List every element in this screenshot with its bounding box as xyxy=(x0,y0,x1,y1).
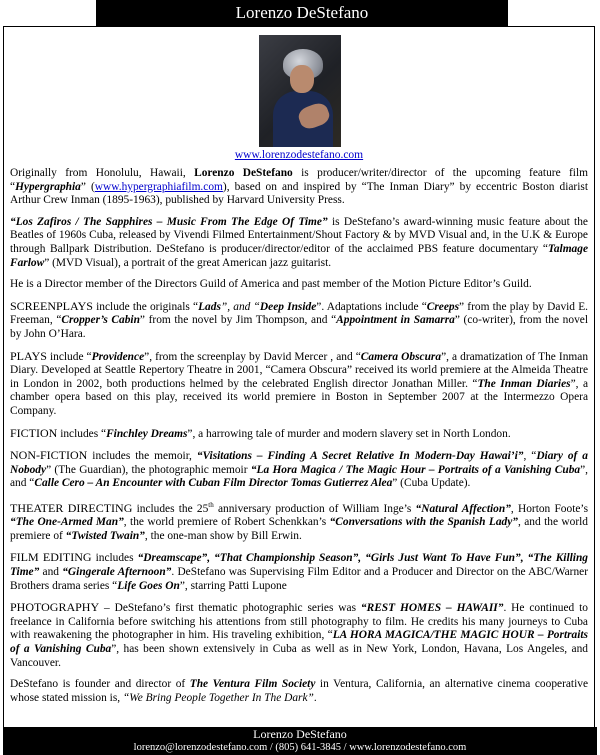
hypergraphia-link[interactable]: www.hypergraphiafilm.com xyxy=(94,180,223,193)
website-link[interactable]: www.lorenzodestefano.com xyxy=(234,149,364,161)
bio-page xyxy=(3,0,597,755)
footer xyxy=(3,727,597,755)
portrait-photo xyxy=(259,35,341,147)
bio-photography: PHOTOGRAPHY – DeStefano’s first thematic photographic series was “REST HOMES – HAWAII”. He continued to freelance in California before switching his attentions from still photography to film. He credits his many journeys to Cuba with reawakening the photographer in him. His traveling exhibition, “LA HORA MAGICA/THE MAGIC HOUR – Portraits of a Vanishing Cuba”, has been shown extensively in Cuba as well as in New York, London, Havana, Los Angeles, and Vancouver. xyxy=(10,600,588,669)
footer-contact: lorenzo@lorenzodestefano.com / (805) 641-3845 / www.lorenzodestefano.com xyxy=(133,742,467,753)
bio-theater: THEATER DIRECTING includes the 25th anniversary production of William Inge’s “Natural Affection”, Horton Foote’s “The One-Armed Man”, the world premiere of Robert Schenkkan’s “Conversations with the Spanish Lady”, and the world premiere of “Twisted Twain”, the one-man show by Bill Erwin. xyxy=(10,500,589,542)
bio-zafiros: “Los Zafiros / The Sapphires – Music From The Edge Of Time” is DeStefano’s award-winning music feature about the Beatles of 1960s Cuba, released by Vivendi Filmed Entertainment/Shout Factory & by MVD Visual and, in the U.K & Europe through Ballpark Distribution. DeStefano is producer/director/editor of the acclaimed PBS feature documentary “Talmage Farlow” (MVD Visual), a portrait of the great American jazz guitarist. xyxy=(10,215,588,269)
bio-guild: He is a Director member of the Directors Guild of America and past member of the Motion Picture Editor’s Guild. xyxy=(10,278,532,291)
bio-film-editing: FILM EDITING includes “Dreamscape”, “That Championship Season”, “Girls Just Want To Have Fun”, “The Killing Time” and “Gingerale Afternoon”. DeStefano was Supervising Film Editor and a Producer and Director on the ABC/Warner Brothers drama series “Life Goes On”, starring Patti Lupone xyxy=(10,550,588,592)
bio-intro: Originally from Honolulu, Hawaii, Lorenzo DeStefano is producer/writer/director of the upcoming feature film “Hypergraphia” (www.hypergraphiafilm.com), based on and inspired by “The Inman Diary” by eccentric Boston diarist Arthur Crew Inman (1895-1963), published by Harvard University Press. xyxy=(10,167,588,207)
bio-fiction: FICTION includes “Finchley Dreams”, a harrowing tale of murder and modern slavery set in North London. xyxy=(10,425,511,440)
bio-nonfiction: NON-FICTION includes the memoir, “Visitations – Finding A Secret Relative In Modern-Day Hawai’i”, “Diary of a Nobody” (The Guardian), the photographic memoir “La Hora Magica / The Magic Hour – Portraits of a Vanishing Cuba”, and “Calle Cero – An Encounter with Cuban Film Director Tomas Gutierrez Alea” (Cuba Update). xyxy=(10,448,588,490)
bio-text xyxy=(10,167,588,713)
bio-plays: PLAYS include “Providence”, from the screenplay by David Mercer , and “Camera Obscura”, a dramatization of The Inman Diary. Developed at Seattle Repertory Theatre in 2001, “Camera Obscura” received its world premiere at the Almeida Theatre in London in 2002, both productions helmed by the celebrated English director Jonathan Miller. “The Inman Diaries”, a chamber opera based on this play, received its world premiere in Boston in September 2007 at the Intermezzo Opera Company. xyxy=(10,348,589,417)
footer-name: Lorenzo DeStefano xyxy=(253,727,347,741)
bio-frame xyxy=(3,26,595,728)
page-title: Lorenzo DeStefano xyxy=(96,0,508,26)
bio-film-society: DeStefano is founder and director of The Ventura Film Society in Ventura, California, an alternative cinema cooperative whose stated mission is, “We Bring People Together In The Dark”. xyxy=(10,678,588,704)
website-line xyxy=(4,149,594,161)
bio-screenplays: SCREENPLAYS include the originals “Lads”, and “Deep Inside”. Adaptations include “Creeps” from the play by David E. Freeman, “Cropper’s Cabin” from the novel by Jim Thompson, and “Appointment in Samarra” (co-writer), from the novel by John O’Hara. xyxy=(10,298,588,340)
